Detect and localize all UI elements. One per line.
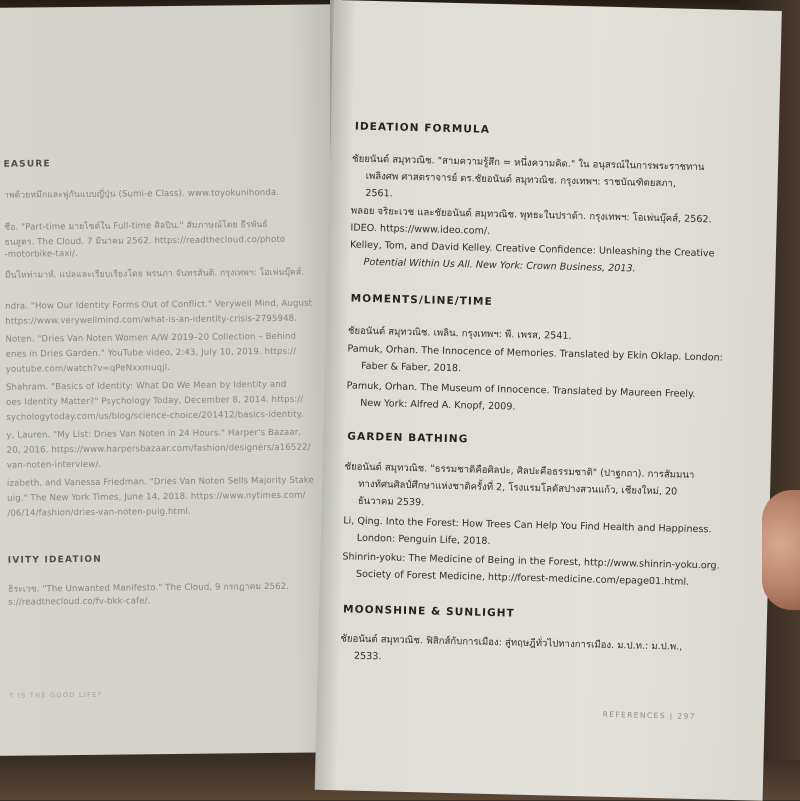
reference-line: ndra. "How Our Identity Forms Out of Conflict." Verywell Mind, August (5, 298, 313, 312)
reference-line: Society of Forest Medicine, http://forest-medicine.com/epage01.html. (355, 568, 690, 588)
reference-line: Pamuk, Orhan. The Innocence of Memories. Translated by Ekin Oklap. London: (347, 343, 724, 364)
reference-line: Kelley, Tom, and David Kelley. Creative Confidence: Unleashing the Creative (349, 239, 715, 260)
reference-line: Li, Qing. Into the Forest: How Trees Can Help You Find Health and Happiness. (343, 515, 712, 536)
reference-line: enes in Dries Garden." YouTube video, 2:43, July 10, 2019. https:// (5, 346, 297, 360)
reference-line: ชัยอนันต์ สมุทวณิช. ฟิสิกส์กับการเมือง: สู่ทฤษฎีทั่วไปทางการเมือง. ม.ป.ท.: ม.ป.พ., (340, 633, 683, 653)
reference-line: Pamuk, Orhan. The Museum of Innocence. Translated by Maureen Freely. (346, 380, 696, 400)
reference-line: ชัยยนันต์ สมุทวณิช. "สามความรู้สึก = หนึ่งความคิด." ใน อนุสรณ์ในการพระราชทาน (351, 153, 705, 174)
reference-line: Shinrin-yoku: The Medicine of Being in the Forest, http://www.shinrin-yoku.org. (342, 551, 720, 572)
reference-entry (346, 377, 739, 421)
section-heading: EASURE (3, 159, 51, 170)
reference-line: ทางทัศนศิลป์ศึกษาแห่งชาติครั้งที่ 2, โรงแรมโลตัสปางสวนแก้ว, เชียงใหม่, 20 (358, 478, 678, 498)
reference-line: y, Lauren. "My List: Dries Van Noten in 24 Hours." Harper's Bazaar, (6, 427, 302, 441)
section-heading-garden-bathing: GARDEN BATHING (347, 430, 469, 446)
reference-line: 20, 2016. https://www.harpersbazaar.com/fashion/designers/a16522/ (6, 442, 311, 456)
reference-line: IDEO. https://www.ideo.com/. (350, 222, 491, 237)
reference-line: -motorbike-taxi/. (4, 248, 78, 260)
reference-line: New York: Alfred A. Knopf, 2009. (360, 397, 516, 413)
reference-line: Potential Within Us All. New York: Crown Business, 2013. (363, 256, 636, 275)
page-number-footer: REFERENCES | 297 (602, 709, 697, 722)
reference-line: พลอย จริยะเวช และชัยอนันต์ สมุทวณิช. พุทธะในปราด้า. กรุงเทพฯ: โอเพ่นบุ๊คส์, 2562. (350, 205, 712, 226)
reference-line: 2533. (353, 650, 382, 663)
reference-line: youtube.com/watch?v=qPeNxxmuqjI. (5, 363, 171, 375)
reference-line: van-noten-interview/. (6, 459, 102, 471)
reference-line: oes Identity Matter?" Psychology Today, December 8, 2014. https:// (6, 394, 304, 408)
reference-line: sychologytoday.com/us/blog/science-choice/201412/basics-identity. (6, 409, 304, 423)
reference-line: Noten. "Dries Van Noten Women A/W 2019–20 Collection – Behind (5, 331, 297, 345)
reference-line: เพลิงศพ ศาสตราจารย์ ดร.ชัยอนันต์ สมุทวณิช. กรุงเทพฯ: ราชบัณฑิตยสภา, (365, 170, 677, 190)
reference-line: มืนไหท่ามาห์. แปลและเรียบเรียงโดย พรนภา จันทรสันติ. กรุงเทพฯ: โอเพ่นบุ๊คส์. (4, 267, 305, 281)
reference-line: ธันวาคม 2539. (357, 495, 425, 509)
reference-entry (340, 630, 733, 674)
running-footer: T IS THE GOOD LIFE? (9, 690, 103, 700)
left-page (0, 4, 354, 756)
reference-line: ธนสูตร. The Cloud. 7 มีนาคม 2562. https://readthecloud.co/photo (4, 234, 286, 248)
reference-entry (342, 548, 735, 592)
reference-line: ธิระเวช. "The Unwanted Manifesto." The Cloud, 9 กรกฎาคม 2562. (8, 581, 290, 595)
reference-line: Faber & Faber, 2018. (360, 360, 462, 375)
reference-line: /06/14/fashion/dries-van-noten-puig.html. (7, 506, 191, 519)
reference-line: ชัยอนันต์ สมุทวณิช. "ธรรมชาติคือศิลปะ, ศิลปะคือธรรมชาติ" (ปาฐกถา). การสัมมนา (344, 461, 695, 481)
reference-line: uig." The New York Times, June 14, 2018. https://www.nytimes.com/ (7, 490, 306, 504)
reference-line: London: Penguin Life, 2018. (356, 532, 491, 547)
section-heading-moonshine: MOONSHINE & SUNLIGHT (342, 603, 516, 620)
reference-line: s://readthecloud.co/fv-bkk-cafe/. (8, 596, 151, 608)
reference-entry (351, 150, 744, 211)
reference-line: ชัยอนันต์ สมุทวณิช. เพลิน. กรุงเทพฯ: พี. เพรส, 2541. (347, 325, 572, 342)
reference-line: าพด้วยหมึกและพู่กันแบบญี่ปุ่น (Sumi-e Class). www.toyokunihonda. (3, 187, 280, 201)
section-heading: IVITY IDEATION (7, 554, 103, 566)
section-heading-moments: MOMENTS/LINE/TIME (350, 292, 493, 308)
reference-line: https://www.verywellmind.com/what-is-an-identity-crisis-2795948. (5, 313, 298, 327)
holding-thumb (762, 490, 800, 610)
reference-entry (344, 458, 737, 519)
reference-line: Shahram. "Basics of Identity: What Do We Mean by Identity and (5, 379, 287, 393)
reference-line: izabeth, and Vanessa Friedman. "Dries Van Noten Sells Majority Stake (6, 475, 314, 489)
reference-line: ชือ. "Part-time มายไซด์ใน Full-time ศิลปิน." สัมภาษณ์โดย ธีรพันธ์ (4, 219, 268, 233)
right-page (315, 0, 782, 801)
section-heading-ideation-formula: IDEATION FORMULA (354, 120, 491, 136)
left-page-content (0, 4, 354, 756)
reference-line: 2561. (365, 187, 393, 200)
